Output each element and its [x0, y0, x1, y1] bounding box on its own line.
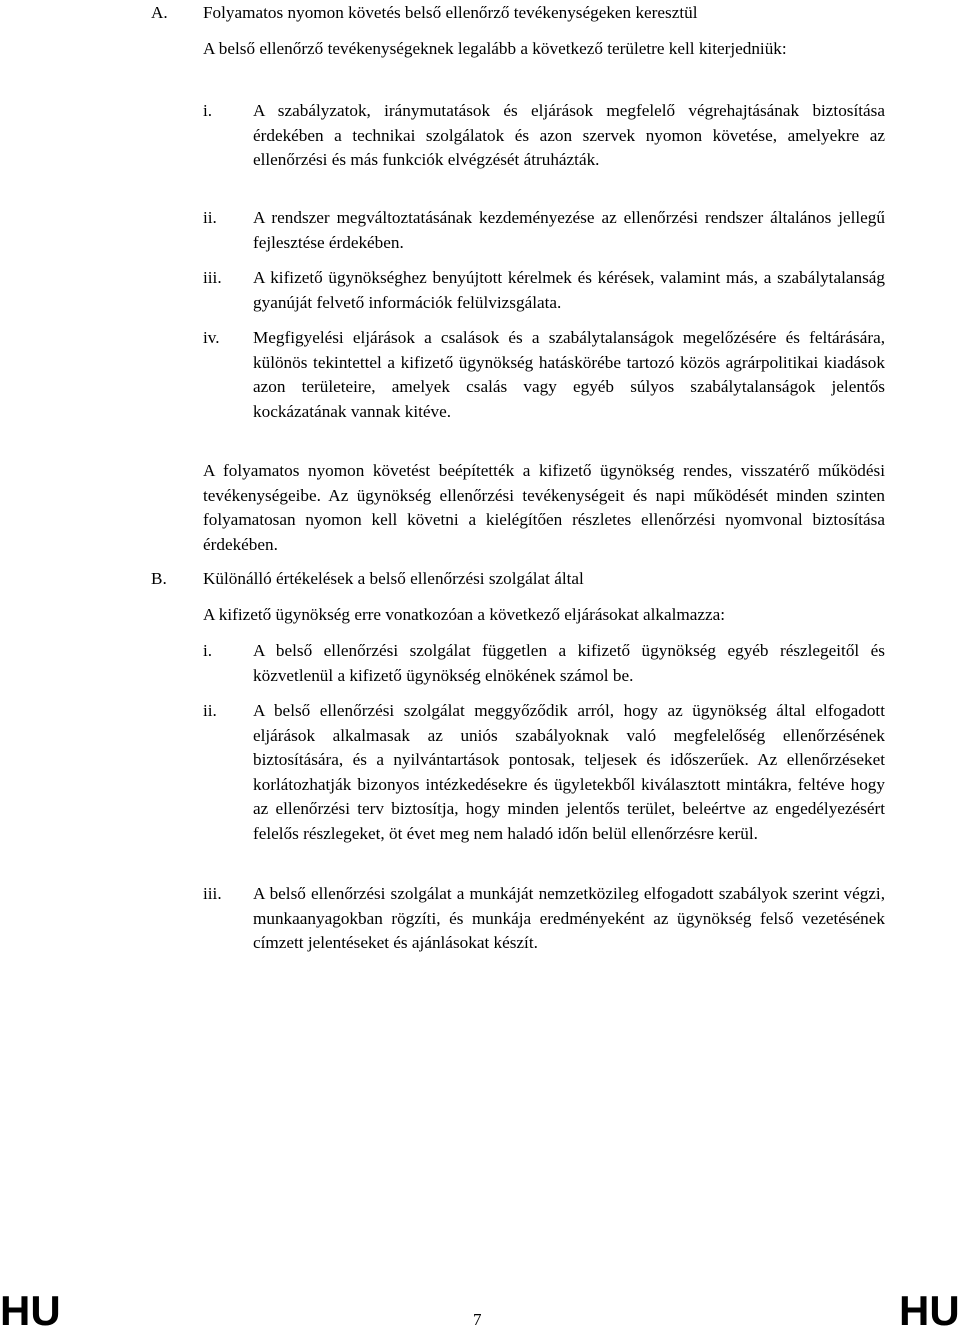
footer-language-mark-right: HU — [899, 1287, 960, 1334]
section-a-item-4-num: iv. — [203, 328, 220, 347]
section-a-item-1-num: i. — [203, 101, 213, 120]
section-a-item-2-num: ii. — [203, 208, 217, 227]
section-a-letter: A. — [151, 3, 168, 22]
section-a-item-2-text: A rendszer megváltoztatásának kezdeményezése az ellenőrzési rendszer általános jellegű fejlesztése érdekében. — [253, 208, 885, 252]
section-a-title: Folyamatos nyomon követés belső ellenőrző tevékenységeken keresztül — [203, 3, 698, 22]
section-b-item-2-text: A belső ellenőrzési szolgálat meggyőződik arról, hogy az ügynökség által elfogadott eljárások alkalmasak az uniós szabályoknak való megfelelőség ellenőrzésének biztosítására, és a nyilvántartások pontosak, teljesek és időszerűek. Az ellenőrzéseket korlátozhatják bizonyos intézkedésekre és ügyletekből kiválasztott mintákra, feltéve hogy az ellenőrzési terv biztosítja, hogy minden jelentős terület, beleértve az engedélyezésért felelős részlegeket, öt évet meg nem haladó időn belül ellenőrzésre kerül. — [253, 701, 885, 843]
section-a-item-1-text: A szabályzatok, iránymutatások és eljárások megfelelő végrehajtásának biztosítása érdekében a technikai szolgálatok és azon szervek nyomon követése, amelyekre az ellenőrzési és más funkciók elvégzését átruházták. — [253, 101, 885, 169]
footer-language-mark-left: HU — [0, 1287, 61, 1334]
section-a-item-4-text: Megfigyelési eljárások a csalások és a szabálytalanságok megelőzésére és feltárására, különös tekintettel a kifizető ügynökség hatáskörébe tartozó közös agrárpolitikai kiadások azon területeire, amelyek csalás vagy egyéb súlyos szabálytalanságok jelentős kockázatának vannak kitéve. — [253, 328, 885, 421]
section-b-item-2-num: ii. — [203, 701, 217, 720]
section-a-item-3-text: A kifizető ügynökséghez benyújtott kérelmek és kérések, valamint más, a szabálytalanság gyanúját felvető információk felülvizsgálata. — [253, 268, 885, 312]
section-b-item-3-text: A belső ellenőrzési szolgálat a munkáját nemzetközileg elfogadott szabályok szerint végzi, munkaanyagokban rögzíti, és munkája eredményeként az ügynökség felső vezetésének címzett jelentéseket és ajánlásokat készít. — [253, 884, 885, 952]
section-b-title: Különálló értékelések a belső ellenőrzési szolgálat által — [203, 569, 584, 588]
page-number: 7 — [473, 1310, 482, 1329]
section-b-item-1-text: A belső ellenőrzési szolgálat független a kifizető ügynökség egyéb részlegeitől és közvetlenül a kifizető ügynökség elnökének számol be. — [253, 641, 885, 685]
section-b-intro: A kifizető ügynökség erre vonatkozóan a következő eljárásokat alkalmazza: — [203, 605, 726, 624]
section-b-item-1-num: i. — [203, 641, 213, 660]
section-b-item-3-num: iii. — [203, 884, 222, 903]
section-b-letter: B. — [151, 569, 167, 588]
section-a-closing: A folyamatos nyomon követést beépítették a kifizető ügynökség rendes, visszatérő működési tevékenységeibe. Az ügynökség ellenőrzési tevékenységeit és napi működését minden szinten folyamatosan nyomon kell követni a kielégítően részletes ellenőrzési nyomvonal biztosítása érdekében. — [203, 461, 885, 554]
section-a-item-3-num: iii. — [203, 268, 222, 287]
section-a-intro: A belső ellenőrző tevékenységeknek legalább a következő területre kell kiterjedniük: — [203, 39, 787, 58]
